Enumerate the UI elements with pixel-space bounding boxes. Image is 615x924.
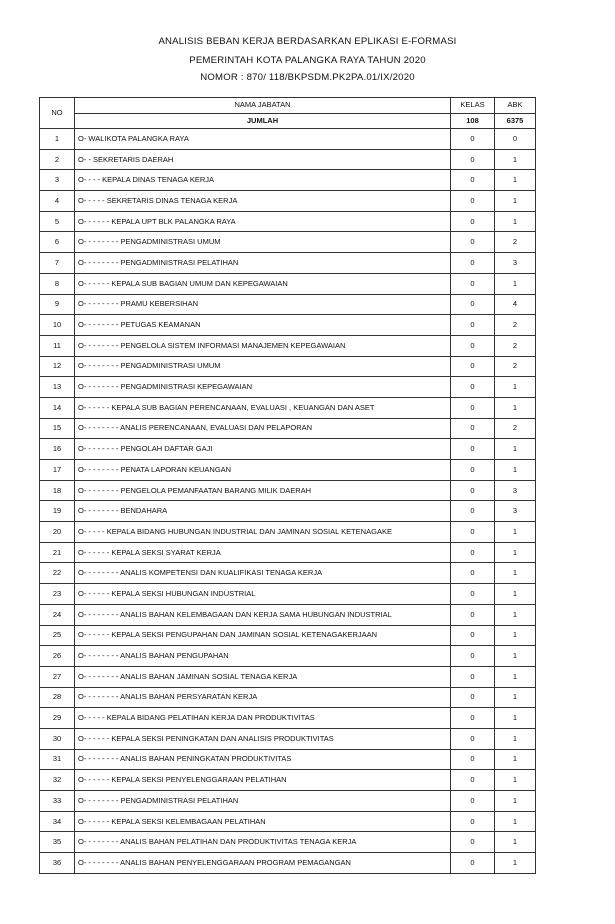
table-row [40, 522, 536, 543]
row-kelas: 0 [451, 501, 495, 522]
row-no: 35 [40, 832, 75, 853]
table-row [40, 687, 536, 708]
row-nama-jabatan: O- - - - - - - - PENGADMINISTRASI PELATIHAN [75, 791, 451, 812]
row-kelas: 0 [451, 749, 495, 770]
row-abk: 1 [495, 770, 536, 791]
row-abk: 1 [495, 273, 536, 294]
row-kelas: 0 [451, 687, 495, 708]
document-title-line-2: PEMERINTAH KOTA PALANGKA RAYA TAHUN 2020 [189, 55, 426, 66]
header-no: NO [40, 98, 75, 129]
row-abk: 1 [495, 191, 536, 212]
row-abk: 3 [495, 501, 536, 522]
table-row [40, 315, 536, 336]
row-no: 18 [40, 480, 75, 501]
row-nama-jabatan: O- - - - - - - - ANALIS BAHAN PENINGKATAN PRODUKTIVITAS [75, 749, 451, 770]
row-no: 11 [40, 335, 75, 356]
row-no: 5 [40, 211, 75, 232]
row-kelas: 0 [451, 563, 495, 584]
row-kelas: 0 [451, 666, 495, 687]
row-nama-jabatan: O- - - - - - - - PETUGAS KEAMANAN [75, 315, 451, 336]
row-abk: 1 [495, 625, 536, 646]
row-kelas: 0 [451, 356, 495, 377]
row-kelas: 0 [451, 604, 495, 625]
table-row [40, 666, 536, 687]
table-row [40, 501, 536, 522]
row-kelas: 0 [451, 170, 495, 191]
row-no: 1 [40, 129, 75, 150]
table-row [40, 191, 536, 212]
table-row [40, 129, 536, 150]
table-row [40, 563, 536, 584]
table-row [40, 480, 536, 501]
row-no: 16 [40, 439, 75, 460]
row-no: 25 [40, 625, 75, 646]
row-abk: 1 [495, 377, 536, 398]
row-abk: 1 [495, 397, 536, 418]
row-kelas: 0 [451, 418, 495, 439]
row-no: 9 [40, 294, 75, 315]
row-nama-jabatan: O- - - - - - - - PENATA LAPORAN KEUANGAN [75, 460, 451, 481]
table-row [40, 770, 536, 791]
total-label: JUMLAH [75, 113, 451, 129]
table-row [40, 335, 536, 356]
row-nama-jabatan: O- WALIKOTA PALANGKA RAYA [75, 129, 451, 150]
row-abk: 1 [495, 791, 536, 812]
row-abk: 3 [495, 480, 536, 501]
row-abk: 3 [495, 253, 536, 274]
header-abk: ABK [495, 98, 536, 114]
row-no: 10 [40, 315, 75, 336]
row-no: 2 [40, 149, 75, 170]
row-no: 20 [40, 522, 75, 543]
row-nama-jabatan: O- - - - - - - - ANALIS BAHAN PENGUPAHAN [75, 646, 451, 667]
row-kelas: 0 [451, 377, 495, 398]
row-nama-jabatan: O- - - - - - - - ANALIS BAHAN PELATIHAN DAN PRODUKTIVITAS TENAGA KERJA [75, 832, 451, 853]
row-kelas: 0 [451, 273, 495, 294]
table-row [40, 749, 536, 770]
row-nama-jabatan: O- - - - - - KEPALA SEKSI KELEMBAGAAN PELATIHAN [75, 811, 451, 832]
row-no: 21 [40, 542, 75, 563]
row-no: 24 [40, 604, 75, 625]
row-abk: 1 [495, 811, 536, 832]
row-no: 7 [40, 253, 75, 274]
row-abk: 1 [495, 439, 536, 460]
row-abk: 1 [495, 708, 536, 729]
table-row [40, 149, 536, 170]
row-nama-jabatan: O- - - - - - KEPALA SEKSI PENINGKATAN DAN ANALISIS PRODUKTIVITAS [75, 728, 451, 749]
row-abk: 1 [495, 211, 536, 232]
row-nama-jabatan: O- - - - - - KEPALA SEKSI SYARAT KERJA [75, 542, 451, 563]
row-nama-jabatan: O- - - - - - KEPALA SUB BAGIAN UMUM DAN KEPEGAWAIAN [75, 273, 451, 294]
row-kelas: 0 [451, 646, 495, 667]
row-abk: 2 [495, 356, 536, 377]
row-nama-jabatan: O- - - - - KEPALA BIDANG PELATIHAN KERJA DAN PRODUKTIVITAS [75, 708, 451, 729]
row-no: 26 [40, 646, 75, 667]
row-no: 32 [40, 770, 75, 791]
row-kelas: 0 [451, 728, 495, 749]
row-no: 12 [40, 356, 75, 377]
table-row [40, 397, 536, 418]
row-kelas: 0 [451, 625, 495, 646]
row-nama-jabatan: O- - - - - - - - ANALIS BAHAN PENYELENGGARAAN PROGRAM PEMAGANGAN [75, 853, 451, 874]
row-kelas: 0 [451, 584, 495, 605]
header-nama-jabatan: NAMA JABATAN [75, 98, 451, 114]
table-row [40, 625, 536, 646]
row-kelas: 0 [451, 129, 495, 150]
row-kelas: 0 [451, 149, 495, 170]
row-kelas: 0 [451, 791, 495, 812]
row-no: 17 [40, 460, 75, 481]
row-abk: 2 [495, 315, 536, 336]
table-row [40, 728, 536, 749]
row-nama-jabatan: O- - - - - - - - BENDAHARA [75, 501, 451, 522]
table-row [40, 811, 536, 832]
row-abk: 1 [495, 728, 536, 749]
table-row [40, 170, 536, 191]
table-row [40, 439, 536, 460]
row-kelas: 0 [451, 439, 495, 460]
row-nama-jabatan: O- - - - - - - - ANALIS BAHAN KELEMBAGAAN DAN KERJA SAMA HUBUNGAN INDUSTRIAL [75, 604, 451, 625]
row-no: 29 [40, 708, 75, 729]
row-nama-jabatan: O- - - - - - - - PENGADMINISTRASI PELATIHAN [75, 253, 451, 274]
table-total-row [40, 113, 536, 129]
row-nama-jabatan: O- - - - - - KEPALA SEKSI PENYELENGGARAAN PELATIHAN [75, 770, 451, 791]
table-row [40, 253, 536, 274]
row-kelas: 0 [451, 315, 495, 336]
table-row [40, 273, 536, 294]
table-row [40, 542, 536, 563]
row-kelas: 0 [451, 832, 495, 853]
row-kelas: 0 [451, 708, 495, 729]
row-abk: 2 [495, 335, 536, 356]
table-row [40, 584, 536, 605]
total-kelas: 108 [451, 113, 495, 129]
row-no: 30 [40, 728, 75, 749]
row-nama-jabatan: O- - - - - - - - PENGADMINISTRASI UMUM [75, 232, 451, 253]
total-abk: 6375 [495, 113, 536, 129]
row-no: 15 [40, 418, 75, 439]
row-no: 19 [40, 501, 75, 522]
row-nama-jabatan: O- - - - - - - - ANALIS PERENCANAAN, EVALUASI DAN PELAPORAN [75, 418, 451, 439]
row-nama-jabatan: O- - - - KEPALA DINAS TENAGA KERJA [75, 170, 451, 191]
row-abk: 0 [495, 129, 536, 150]
row-nama-jabatan: O- - - - - - - - PENGADMINISTRASI UMUM [75, 356, 451, 377]
row-abk: 1 [495, 149, 536, 170]
document-number: NOMOR : 870/ 118/BKPSDM.PK2PA.01/IX/2020 [200, 72, 415, 83]
row-abk: 1 [495, 687, 536, 708]
header-kelas: KELAS [451, 98, 495, 114]
row-nama-jabatan: O- - - - - - - - ANALIS BAHAN JAMINAN SOSIAL TENAGA KERJA [75, 666, 451, 687]
row-kelas: 0 [451, 294, 495, 315]
row-abk: 1 [495, 584, 536, 605]
row-no: 6 [40, 232, 75, 253]
row-no: 22 [40, 563, 75, 584]
row-nama-jabatan: O- - - - - - KEPALA SUB BAGIAN PERENCANAAN, EVALUASI , KEUANGAN DAN ASET [75, 397, 451, 418]
row-nama-jabatan: O- - - - - - KEPALA SEKSI PENGUPAHAN DAN JAMINAN SOSIAL KETENAGAKERJAAN [75, 625, 451, 646]
table-row [40, 211, 536, 232]
row-no: 4 [40, 191, 75, 212]
row-kelas: 0 [451, 253, 495, 274]
row-no: 14 [40, 397, 75, 418]
document-title-line-1: ANALISIS BEBAN KERJA BERDASARKAN EPLIKASI E-FORMASI [158, 36, 457, 47]
row-kelas: 0 [451, 522, 495, 543]
abk-table [39, 97, 536, 874]
row-no: 23 [40, 584, 75, 605]
row-no: 36 [40, 853, 75, 874]
row-no: 28 [40, 687, 75, 708]
row-kelas: 0 [451, 853, 495, 874]
row-nama-jabatan: O- - - - - - - - PENGOLAH DAFTAR GAJI [75, 439, 451, 460]
row-abk: 1 [495, 646, 536, 667]
row-abk: 1 [495, 522, 536, 543]
row-nama-jabatan: O- - - - - - - - ANALIS KOMPETENSI DAN KUALIFIKASI TENAGA KERJA [75, 563, 451, 584]
row-no: 33 [40, 791, 75, 812]
row-nama-jabatan: O- - - - - - - - PRAMU KEBERSIHAN [75, 294, 451, 315]
row-nama-jabatan: O- - - - - - - - PENGADMINISTRASI KEPEGAWAIAN [75, 377, 451, 398]
row-kelas: 0 [451, 397, 495, 418]
row-nama-jabatan: O- - - - - - KEPALA UPT BLK PALANGKA RAYA [75, 211, 451, 232]
row-kelas: 0 [451, 191, 495, 212]
row-abk: 1 [495, 170, 536, 191]
row-abk: 1 [495, 853, 536, 874]
table-row [40, 791, 536, 812]
row-abk: 1 [495, 749, 536, 770]
row-nama-jabatan: O- - - - - - - - PENGELOLA SISTEM INFORMASI MANAJEMEN KEPEGAWAIAN [75, 335, 451, 356]
table-row [40, 377, 536, 398]
row-kelas: 0 [451, 811, 495, 832]
row-no: 3 [40, 170, 75, 191]
row-abk: 2 [495, 232, 536, 253]
row-nama-jabatan: O- - - - - SEKRETARIS DINAS TENAGA KERJA [75, 191, 451, 212]
table-row [40, 646, 536, 667]
row-no: 13 [40, 377, 75, 398]
table-row [40, 604, 536, 625]
table-row [40, 294, 536, 315]
row-no: 31 [40, 749, 75, 770]
row-kelas: 0 [451, 542, 495, 563]
row-kelas: 0 [451, 480, 495, 501]
table-row [40, 460, 536, 481]
row-abk: 2 [495, 418, 536, 439]
row-nama-jabatan: O- - - - - - - - PENGELOLA PEMANFAATAN BARANG MILIK DAERAH [75, 480, 451, 501]
row-nama-jabatan: O- - - - - - KEPALA SEKSI HUBUNGAN INDUSTRIAL [75, 584, 451, 605]
row-abk: 1 [495, 832, 536, 853]
row-abk: 1 [495, 460, 536, 481]
table-row [40, 356, 536, 377]
row-kelas: 0 [451, 232, 495, 253]
row-abk: 1 [495, 563, 536, 584]
row-nama-jabatan: O- - SEKRETARIS DAERAH [75, 149, 451, 170]
table-row [40, 418, 536, 439]
row-nama-jabatan: O- - - - - - - - ANALIS BAHAN PERSYARATAN KERJA [75, 687, 451, 708]
row-kelas: 0 [451, 335, 495, 356]
row-abk: 1 [495, 542, 536, 563]
row-kelas: 0 [451, 211, 495, 232]
row-nama-jabatan: O- - - - - KEPALA BIDANG HUBUNGAN INDUSTRIAL DAN JAMINAN SOSIAL KETENAGAKE [75, 522, 451, 543]
row-abk: 1 [495, 666, 536, 687]
row-no: 27 [40, 666, 75, 687]
row-no: 8 [40, 273, 75, 294]
row-abk: 4 [495, 294, 536, 315]
table-row [40, 853, 536, 874]
table-row [40, 232, 536, 253]
row-no: 34 [40, 811, 75, 832]
table-row [40, 708, 536, 729]
abk-table-body [40, 98, 536, 874]
row-kelas: 0 [451, 770, 495, 791]
row-abk: 1 [495, 604, 536, 625]
row-kelas: 0 [451, 460, 495, 481]
table-header-row [40, 98, 536, 114]
table-row [40, 832, 536, 853]
